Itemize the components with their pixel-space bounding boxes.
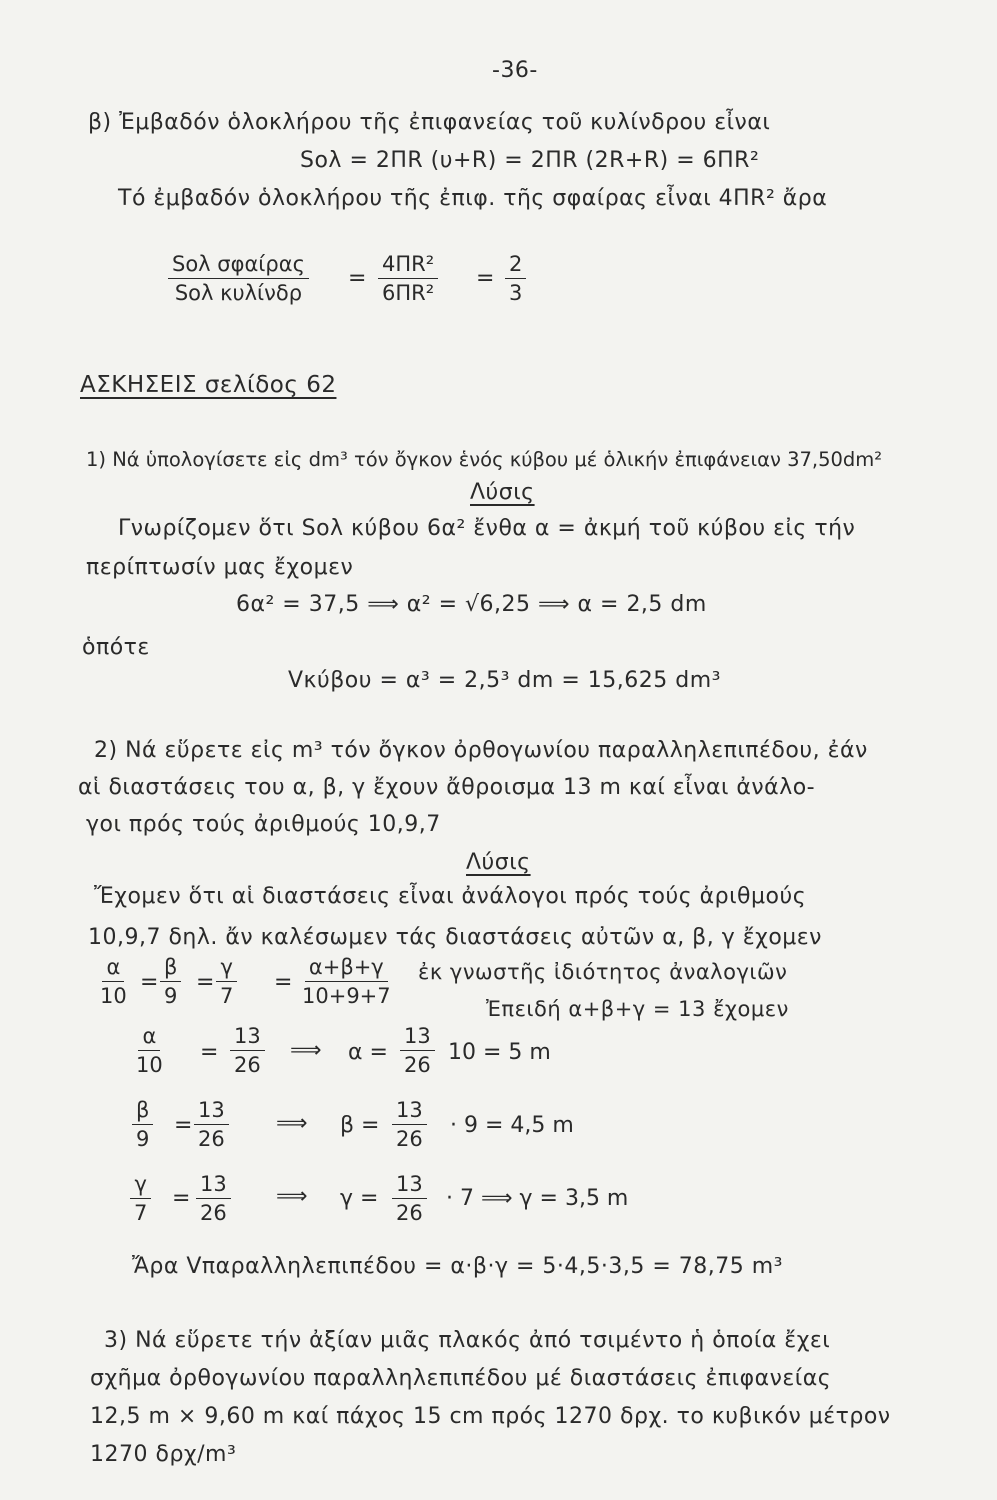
implies-arrow: ⟹ (290, 1038, 322, 1063)
fraction-numerator: γ (130, 1172, 150, 1199)
result-denominator: 3 (509, 281, 523, 306)
exercise-2-question-2: αἱ διαστάσεις του α, β, γ ἔχουν ἄθροισμα 13 m καί εἶναι ἀνάλο- (78, 775, 816, 800)
fraction-numerator: 13 (230, 1024, 265, 1051)
row-left-fraction (130, 1172, 151, 1225)
proportion-property-note: ἐκ γνωστῆς ἰδιότητος ἀναλογιῶν (418, 960, 788, 984)
row-mid-fraction (194, 1098, 229, 1151)
middle-fraction (378, 252, 438, 305)
row-right-fraction (392, 1172, 427, 1225)
row-variable: β = (340, 1113, 380, 1138)
fraction-denominator: 26 (200, 1201, 227, 1226)
row-tail: · 7 ⟹ γ = 3,5 m (446, 1186, 629, 1211)
equals-sign: = (200, 1040, 219, 1065)
proportion-fraction-a (96, 955, 131, 1008)
exercise-2-question-1: 2) Νά εὕρετε εἰς m³ τόν ὄγκον ὀρθογωνίου παραλληλεπιπέδου, ἐάν (94, 738, 868, 763)
equals-sign: = (274, 970, 293, 995)
ratio-numerator: Sολ σφαίρας (168, 252, 309, 279)
fraction-numerator: 13 (400, 1024, 435, 1051)
exercise-3-line-4: 1270 δρχ/m³ (90, 1442, 237, 1467)
exercise-2-solution-heading: Λύσις (466, 850, 531, 875)
exercise-2-solution-line-1: Ἔχομεν ὅτι αἱ διαστάσεις εἶναι ἀνάλογοι πρός τούς ἀριθμούς (94, 884, 807, 909)
fraction-denominator: 7 (134, 1201, 148, 1226)
fraction-denominator: 10 (100, 984, 127, 1009)
implies-arrow: ⟹ (276, 1111, 308, 1136)
since-sum-line: Ἐπειδή α+β+γ = 13 ἔχομεν (486, 997, 789, 1021)
exercise-2-solution-line-2: 10,9,7 δηλ. ἄν καλέσωμεν τάς διαστάσεις αὐτῶν α, β, γ ἔχομεν (88, 925, 822, 950)
fraction-denominator: 7 (220, 984, 234, 1009)
fraction-denominator: 26 (396, 1127, 423, 1152)
section-b-line-2: Τό ἐμβαδόν ὁλοκλήρου τῆς ἐπιφ. τῆς σφαίρας εἶναι 4ΠR² ἄρα (118, 186, 828, 211)
row-tail: · 9 = 4,5 m (450, 1113, 574, 1138)
exercise-3-line-2: σχῆμα ὀρθογωνίου παραλληλεπιπέδου μέ διαστάσεις ἐπιφανείας (90, 1366, 832, 1391)
fraction-numerator: 13 (392, 1098, 427, 1125)
exercise-1-opote: ὁπότε (82, 635, 150, 660)
fraction-denominator: 26 (396, 1201, 423, 1226)
fraction-numerator: 13 (196, 1172, 231, 1199)
fraction-denominator: 9 (164, 984, 178, 1009)
middle-numerator: 4ΠR² (378, 252, 438, 279)
equals-sign: = (348, 266, 367, 291)
row-mid-fraction (230, 1024, 265, 1077)
fraction-numerator: 13 (392, 1172, 427, 1199)
fraction-denominator: 26 (198, 1127, 225, 1152)
row-left-fraction (132, 1098, 153, 1151)
exercise-1-line-2: περίπτωσίν μας ἔχομεν (86, 555, 354, 580)
fraction-denominator: 10+9+7 (302, 984, 391, 1009)
fraction-numerator: α (138, 1024, 160, 1051)
equals-sign: = (196, 970, 215, 995)
fraction-denominator: 26 (404, 1053, 431, 1078)
fraction-numerator: β (160, 955, 181, 982)
exercise-2-result: Ἄρα Vπαραλληλεπιπέδου = α·β·γ = 5·4,5·3,5 = 78,75 m³ (132, 1254, 784, 1279)
ratio-fraction (168, 252, 309, 305)
middle-denominator: 6ΠR² (382, 281, 435, 306)
row-right-fraction (392, 1098, 427, 1151)
exercise-1-equation-1: 6α² = 37,5 ⟹ α² = √6,25 ⟹ α = 2,5 dm (236, 592, 707, 617)
exercise-1-equation-2: Vκύβου = α³ = 2,5³ dm = 15,625 dm³ (288, 668, 721, 693)
equals-sign: = (174, 1113, 193, 1138)
row-mid-fraction (196, 1172, 231, 1225)
fraction-numerator: β (132, 1098, 153, 1125)
proportion-fraction-c (216, 955, 237, 1008)
ratio-denominator: Sολ κυλίνδρ (174, 281, 303, 306)
row-variable: α = (348, 1040, 388, 1065)
exercise-1-line-1: Γνωρίζομεν ὅτι Sολ κύβου 6α² ἔνθα α = ἀκμή τοῦ κύβου εἰς τήν (118, 516, 856, 541)
exercises-title: ΑΣΚΗΣΕΙΣ σελίδος 62 (80, 372, 337, 398)
fraction-denominator: 10 (136, 1053, 163, 1078)
exercise-2-question-3: γοι πρός τούς ἀριθμούς 10,9,7 (86, 812, 441, 837)
fraction-denominator: 9 (136, 1127, 150, 1152)
proportion-fraction-sum (298, 955, 395, 1008)
proportion-fraction-b (160, 955, 181, 1008)
page-number: -36- (492, 58, 538, 83)
section-b-formula: Sολ = 2ΠR (υ+R) = 2ΠR (2R+R) = 6ΠR² (300, 148, 760, 173)
equals-sign: = (476, 266, 495, 291)
section-b-line-1: β) Ἐμβαδόν ὁλοκλήρου τῆς ἐπιφανείας τοῦ κυλίνδρου εἶναι (88, 110, 771, 135)
implies-arrow: ⟹ (276, 1184, 308, 1209)
exercise-1-question: 1) Νά ὑπολογίσετε εἰς dm³ τόν ὄγκον ἑνός κύβου μέ ὁλικήν ἐπιφάνειαν 37,50dm² (86, 448, 883, 471)
fraction-denominator: 26 (234, 1053, 261, 1078)
fraction-numerator: α+β+γ (305, 955, 388, 982)
fraction-numerator: 13 (194, 1098, 229, 1125)
equals-sign: = (172, 1186, 191, 1211)
row-right-fraction (400, 1024, 435, 1077)
row-tail: 10 = 5 m (448, 1040, 551, 1065)
row-variable: γ = (340, 1186, 379, 1211)
exercise-3-line-1: 3) Νά εὕρετε τήν ἀξίαν μιᾶς πλακός ἀπό τσιμέντο ἡ ὁποία ἔχει (104, 1328, 831, 1353)
fraction-numerator: γ (216, 955, 236, 982)
exercise-1-solution-heading: Λύσις (470, 480, 535, 505)
result-fraction (505, 252, 526, 305)
row-left-fraction (132, 1024, 167, 1077)
equals-sign: = (140, 970, 159, 995)
exercise-3-line-3: 12,5 m × 9,60 m καί πάχος 15 cm πρός 1270 δρχ. το κυβικόν μέτρον (90, 1404, 891, 1429)
result-numerator: 2 (505, 252, 526, 279)
fraction-numerator: α (102, 955, 124, 982)
